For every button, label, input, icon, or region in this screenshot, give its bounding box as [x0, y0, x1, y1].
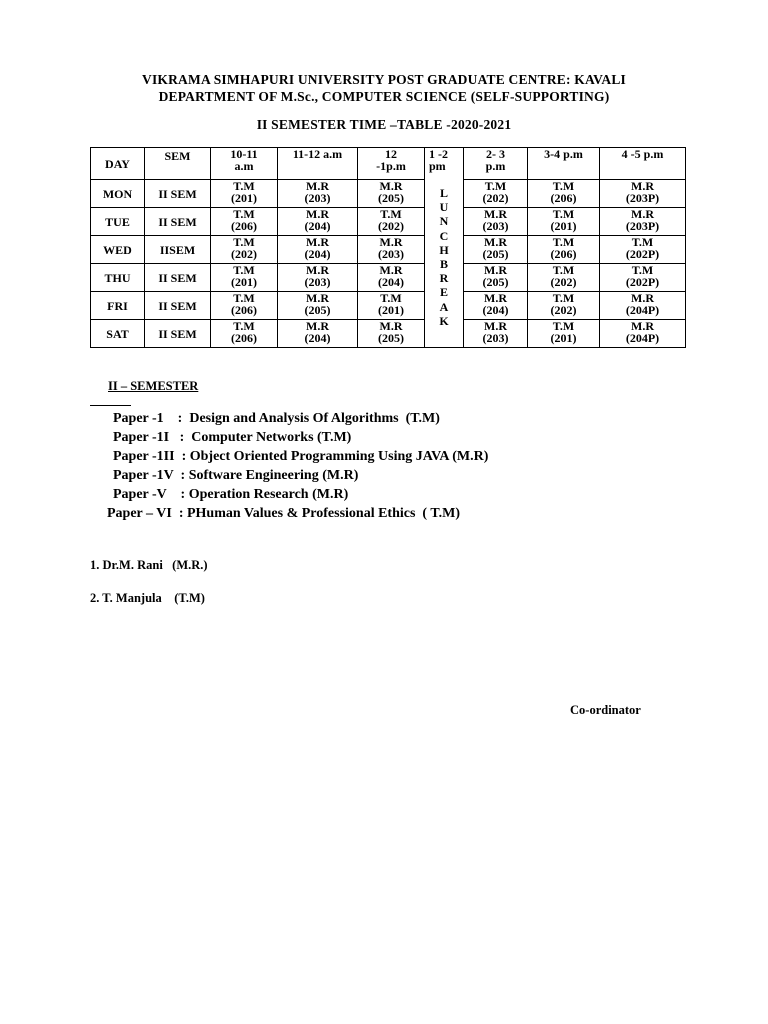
room-code: (201) [231, 191, 257, 205]
header-day: DAY [91, 148, 145, 180]
teacher-code: M.R [484, 291, 507, 305]
lunch-letter: H [439, 242, 449, 257]
teacher-code: M.R [306, 179, 329, 193]
teacher-code: T.M [631, 263, 654, 277]
slot-line2: -1p.m [376, 159, 406, 173]
room-code: (206) [550, 191, 577, 205]
teacher-code: M.R [631, 179, 654, 193]
timetable-body [91, 148, 686, 348]
class-cell [211, 264, 278, 292]
teacher-code: T.M [380, 291, 402, 305]
teacher-code: T.M [552, 291, 575, 305]
timetable-row [91, 320, 686, 348]
header-slot [358, 148, 425, 180]
timetable-row [91, 180, 686, 208]
paper-item: Paper -1V : Software Engineering (M.R) [113, 468, 359, 483]
timetable-header-row [91, 148, 686, 180]
timetable-row [91, 208, 686, 236]
teacher-code: M.R [484, 235, 507, 249]
lunch-break-column [425, 148, 464, 348]
timetable-title: II SEMESTER TIME –TABLE -2020-2021 [256, 117, 512, 132]
lunch-letter: K [439, 313, 449, 328]
header-slot [600, 148, 686, 180]
room-code: (205) [482, 247, 509, 261]
class-cell [211, 292, 278, 320]
semester-heading: II – SEMESTER [108, 379, 199, 393]
slot-line1: 11-12 a.m [292, 147, 343, 161]
teacher-code: T.M [552, 319, 575, 333]
room-code: (202) [231, 247, 257, 261]
class-cell [358, 208, 425, 236]
teacher-code: T.M [233, 319, 255, 333]
teacher-code: T.M [233, 263, 255, 277]
day-cell: WED [91, 236, 145, 264]
teacher-code: M.R [306, 235, 329, 249]
class-cell [211, 208, 278, 236]
teacher-code: M.R [484, 263, 507, 277]
class-cell [464, 264, 528, 292]
room-code: (202P) [625, 247, 660, 261]
header-slot [211, 148, 278, 180]
class-cell [600, 320, 686, 348]
class-cell [528, 236, 600, 264]
room-code: (203) [304, 275, 331, 289]
class-cell [528, 292, 600, 320]
class-cell [278, 180, 358, 208]
class-cell [358, 264, 425, 292]
lunch-letter: R [439, 271, 449, 286]
class-cell [464, 236, 528, 264]
room-code: (203) [482, 219, 509, 233]
sem-cell: IISEM [145, 236, 211, 264]
room-code: (203) [304, 191, 331, 205]
room-code: (202) [550, 275, 577, 289]
slot-line2: a.m [234, 159, 254, 173]
coordinator-signature-label: Co-ordinator [570, 703, 641, 717]
class-cell [528, 264, 600, 292]
lunch-slot-line1: 1 -2 [429, 147, 448, 161]
teacher-code: T.M [233, 291, 255, 305]
sem-cell: II SEM [145, 180, 211, 208]
room-code: (201) [231, 275, 257, 289]
class-cell [358, 180, 425, 208]
teacher-code: T.M [552, 263, 575, 277]
class-cell [211, 180, 278, 208]
day-cell: FRI [91, 292, 145, 320]
class-cell [464, 292, 528, 320]
room-code: (203) [482, 331, 509, 345]
room-code: (204) [304, 247, 331, 261]
timetable-row [91, 236, 686, 264]
teacher-code: T.M [552, 235, 575, 249]
lunch-letter: B [439, 257, 448, 272]
room-code: (204) [482, 303, 509, 317]
faculty-item: 1. Dr.M. Rani (M.R.) [90, 558, 208, 572]
university-title: VIKRAMA SIMHAPURI UNIVERSITY POST GRADUATE CENTRE: KAVALI [142, 72, 626, 87]
teacher-code: T.M [552, 207, 575, 221]
timetable-row [91, 264, 686, 292]
room-code: (202) [482, 191, 509, 205]
semester-underline [90, 405, 131, 406]
sem-cell: II SEM [145, 292, 211, 320]
teacher-code: T.M [552, 179, 575, 193]
teacher-code: T.M [631, 235, 654, 249]
room-code: (203P) [625, 191, 660, 205]
class-cell [278, 236, 358, 264]
class-cell [464, 320, 528, 348]
class-cell [600, 236, 686, 264]
class-cell [600, 180, 686, 208]
room-code: (206) [231, 303, 257, 317]
room-code: (202) [550, 303, 577, 317]
room-code: (205) [304, 303, 331, 317]
lunch-letter: N [439, 214, 449, 229]
lunch-letter: A [439, 299, 449, 314]
class-cell [464, 180, 528, 208]
header-slot [278, 148, 358, 180]
day-cell: SAT [91, 320, 145, 348]
paper-item: Paper -1I : Computer Networks (T.M) [113, 430, 352, 445]
lunch-break-label [425, 186, 463, 328]
room-code: (202) [378, 219, 404, 233]
room-code: (205) [378, 331, 404, 345]
faculty-item: 2. T. Manjula (T.M) [90, 591, 205, 605]
class-cell [528, 208, 600, 236]
lunch-letter: E [439, 285, 448, 300]
room-code: (201) [550, 219, 577, 233]
class-cell [600, 292, 686, 320]
timetable-row [91, 292, 686, 320]
teacher-code: M.R [631, 207, 654, 221]
room-code: (201) [550, 331, 577, 345]
slot-line1: 3-4 p.m [544, 147, 583, 161]
lunch-letter: C [439, 228, 449, 243]
class-cell [464, 208, 528, 236]
class-cell [358, 292, 425, 320]
class-cell [211, 236, 278, 264]
sem-cell: II SEM [145, 264, 211, 292]
class-cell [358, 320, 425, 348]
lunch-slot-line2: pm [429, 159, 446, 173]
room-code: (206) [550, 247, 577, 261]
teacher-code: T.M [233, 179, 255, 193]
teacher-code: T.M [484, 179, 507, 193]
slot-line1: 4 -5 p.m [621, 147, 664, 161]
teacher-code: M.R [306, 291, 329, 305]
room-code: (206) [231, 219, 257, 233]
room-code: (204) [378, 275, 404, 289]
teacher-code: M.R [306, 263, 329, 277]
lunch-letter: U [439, 200, 449, 215]
room-code: (203) [378, 247, 404, 261]
teacher-code: T.M [233, 207, 255, 221]
room-code: (204P) [625, 303, 660, 317]
class-cell [278, 264, 358, 292]
sem-cell: II SEM [145, 320, 211, 348]
slot-line1: 10-11 [230, 147, 258, 161]
class-cell [278, 320, 358, 348]
header-slot [464, 148, 528, 180]
class-cell [211, 320, 278, 348]
header-sem: SEM [145, 148, 211, 180]
room-code: (206) [231, 331, 257, 345]
day-cell: TUE [91, 208, 145, 236]
teacher-code: M.R [379, 235, 403, 249]
lunch-letter: L [439, 186, 448, 200]
slot-line2: p.m [485, 159, 506, 173]
paper-item: Paper – VI : PHuman Values & Professional Ethics ( T.M) [107, 506, 461, 521]
teacher-code: T.M [233, 235, 255, 249]
room-code: (203P) [625, 219, 660, 233]
room-code: (204P) [625, 331, 660, 345]
class-cell [528, 320, 600, 348]
class-cell [600, 208, 686, 236]
room-code: (205) [378, 191, 404, 205]
sem-cell: II SEM [145, 208, 211, 236]
room-code: (204) [304, 331, 331, 345]
room-code: (201) [378, 303, 404, 317]
teacher-code: M.R [631, 291, 654, 305]
room-code: (204) [304, 219, 331, 233]
header-slot [528, 148, 600, 180]
teacher-code: M.R [306, 207, 329, 221]
teacher-code: M.R [379, 179, 403, 193]
teacher-code: M.R [484, 319, 507, 333]
class-cell [278, 292, 358, 320]
teacher-code: M.R [484, 207, 507, 221]
room-code: (202P) [625, 275, 660, 289]
paper-item: Paper -1II : Object Oriented Programming Using JAVA (M.R) [113, 449, 489, 464]
teacher-code: T.M [380, 207, 402, 221]
slot-line1: 12 [385, 147, 397, 161]
timetable [90, 147, 686, 348]
department-title: DEPARTMENT OF M.Sc., COMPUTER SCIENCE (SELF-SUPPORTING) [158, 89, 610, 104]
day-cell: MON [91, 180, 145, 208]
class-cell [600, 264, 686, 292]
class-cell [278, 208, 358, 236]
day-cell: THU [91, 264, 145, 292]
room-code: (205) [482, 275, 509, 289]
teacher-code: M.R [379, 263, 403, 277]
class-cell [528, 180, 600, 208]
slot-line1: 2- 3 [486, 147, 505, 161]
paper-item: Paper -V : Operation Research (M.R) [113, 487, 349, 502]
teacher-code: M.R [379, 319, 403, 333]
class-cell [358, 236, 425, 264]
paper-item: Paper -1 : Design and Analysis Of Algorithms (T.M) [113, 411, 440, 426]
teacher-code: M.R [631, 319, 654, 333]
teacher-code: M.R [306, 319, 329, 333]
